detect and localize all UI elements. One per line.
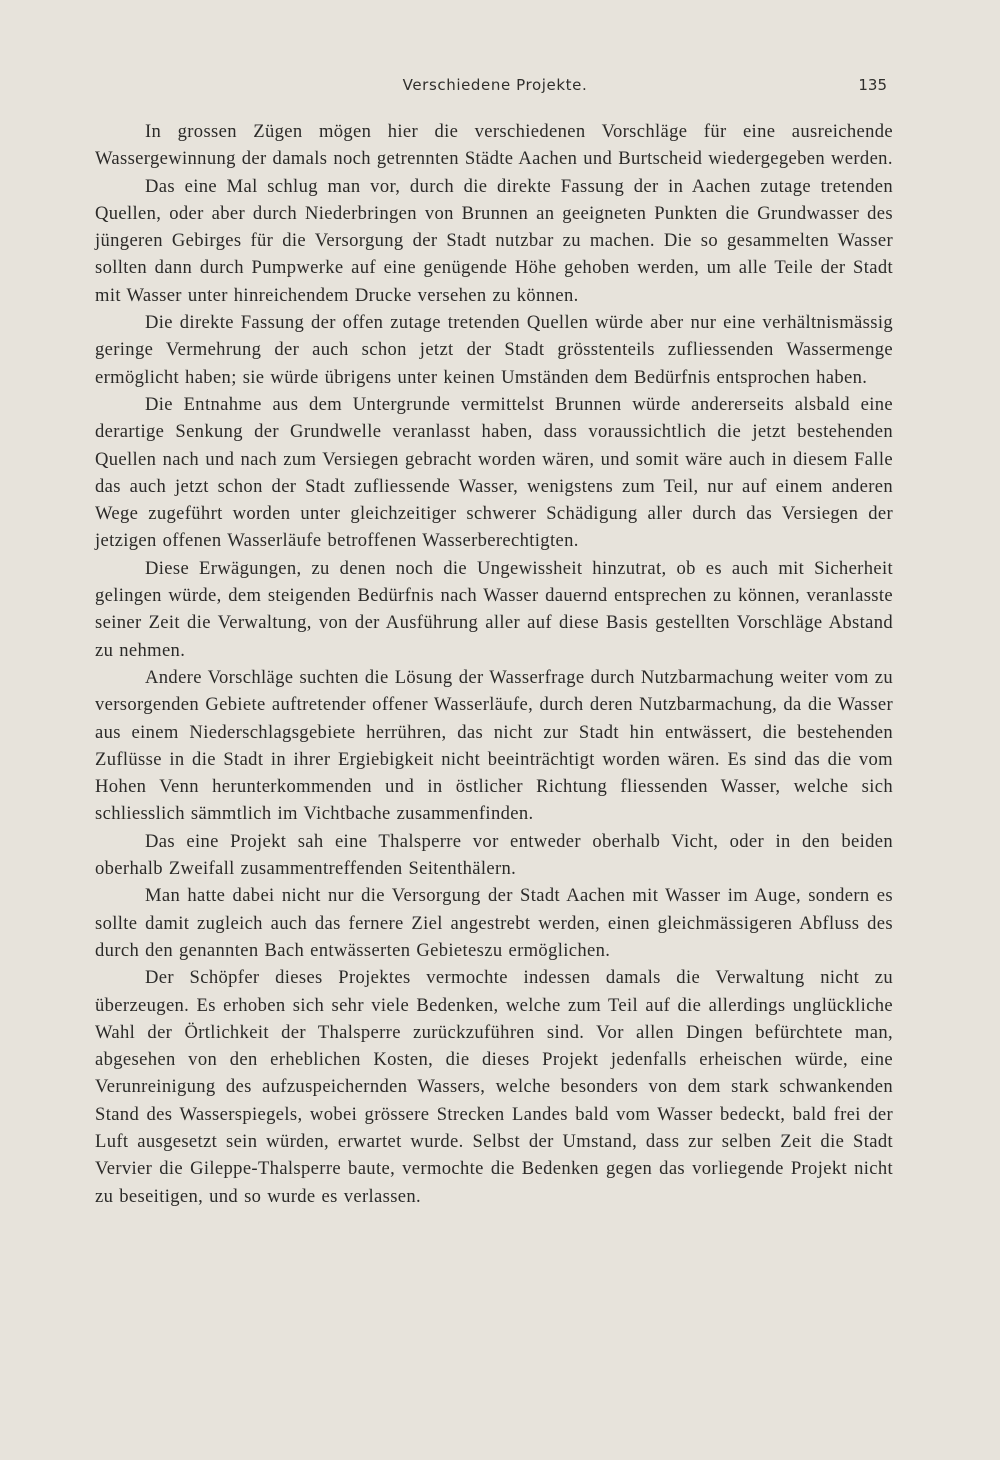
paragraph: Andere Vorschläge suchten die Lösung der Wasserfrage durch Nutzbarmachung weiter vom zu versorgenden Gebiete auftretender offener Wasserläufe, durch deren Nutzbarmachung, da die Wasser aus einem Niederschlagsgebiete herrühren, das nicht zur Stadt hin entwässert, die bestehenden Zuflüsse in die Stadt in ihrer Ergiebigkeit nicht beeinträchtigt worden wären. Es sind das die vom Hohen Venn herunterkommenden und in östlicher Richtung fliessenden Wasser, welche sich schliesslich sämmtlich im Vichtbache zusammenfinden. — [95, 666, 893, 825]
paragraph: Das eine Projekt sah eine Thalsperre vor entweder oberhalb Vicht, oder in den beiden oberhalb Zweifall zusammentreffenden Seitenthälern. — [95, 830, 893, 880]
page-number: 135 — [858, 76, 887, 94]
page-header — [95, 76, 895, 100]
paragraph: Die Entnahme aus dem Untergrunde vermittelst Brunnen würde andererseits alsbald eine derartige Senkung der Grundwelle veranlasst haben, dass voraussichtlich die jetzt bestehenden Quellen nach und nach zum Versiegen gebracht worden wären, und somit wäre auch in diesem Falle das auch jetzt schon der Stadt zufliessende Wasser, wenigstens zum Teil, nur auf einem anderen Wege zugeführt worden unter gleichzeitiger schwerer Schädigung aller durch das Versiegen der jetzigen offenen Wasserläufe betroffenen Wasserberechtigten. — [95, 393, 893, 552]
paragraph: Der Schöpfer dieses Projektes vermochte indessen damals die Verwaltung nicht zu überzeugen. Es erhoben sich sehr viele Bedenken, welche zum Teil auf die allerdings unglückliche Wahl der Örtlichkeit der Thalsperre zurückzuführen sind. Vor allen Dingen befürchtete man, abgesehen von den erheblichen Kosten, die dieses Projekt jedenfalls erheischen würde, eine Verunreinigung des aufzuspeichernden Wassers, welche besonders von dem stark schwankenden Stand des Wasserspiegels, wobei grössere Strecken Landes bald vom Wasser bedeckt, bald frei der Luft ausgesetzt sein würden, erwartet wurde. Selbst der Umstand, dass zur selben Zeit die Stadt Vervier die Gileppe-Thalsperre baute, vermochte die Bedenken gegen das vorliegende Projekt nicht zu beseitigen, und so wurde es verlassen. — [95, 967, 893, 1207]
paragraph: In grossen Zügen mögen hier die verschiedenen Vorschläge für eine ausreichende Wassergewinnung der damals noch getrennten Städte Aachen und Burtscheid wiedergegeben werden. — [95, 121, 893, 170]
paragraph: Diese Erwägungen, zu denen noch die Ungewissheit hinzutrat, ob es auch mit Sicherheit gelingen würde, dem steigenden Bedürfnis nach Wasser dauernd entsprechen zu können, veranlasste seiner Zeit die Verwaltung, von der Ausführung aller auf diese Basis gestellten Vorschläge Abstand zu nehmen. — [95, 557, 893, 661]
paragraph: Man hatte dabei nicht nur die Versorgung der Stadt Aachen mit Wasser im Auge, sondern es sollte damit zugleich auch das fernere Ziel angestrebt werden, einen gleichmässigeren Abfluss des durch den genannten Bach entwässerten Gebieteszu ermöglichen. — [95, 885, 893, 961]
running-title: Verschiedene Projekte. — [402, 76, 588, 94]
body-text — [95, 118, 893, 1210]
paragraph: Die direkte Fassung der offen zutage tretenden Quellen würde aber nur eine verhältnismässig geringe Vermehrung der auch schon jetzt der Stadt grösstenteils zufliessenden Wassermenge ermöglicht haben; sie würde übrigens unter keinen Umständen dem Bedürfnis entsprochen haben. — [95, 312, 893, 388]
paragraph: Das eine Mal schlug man vor, durch die direkte Fassung der in Aachen zutage tretenden Quellen, oder aber durch Niederbringen von Brunnen an geeigneten Punkten die Grundwasser des jüngeren Gebirges für die Versorgung der Stadt nutzbar zu machen. Die so gesammelten Wasser sollten dann durch Pumpwerke auf eine genügende Höhe gehoben werden, um alle Teile der Stadt mit Wasser unter hinreichendem Drucke versehen zu können. — [95, 175, 893, 306]
